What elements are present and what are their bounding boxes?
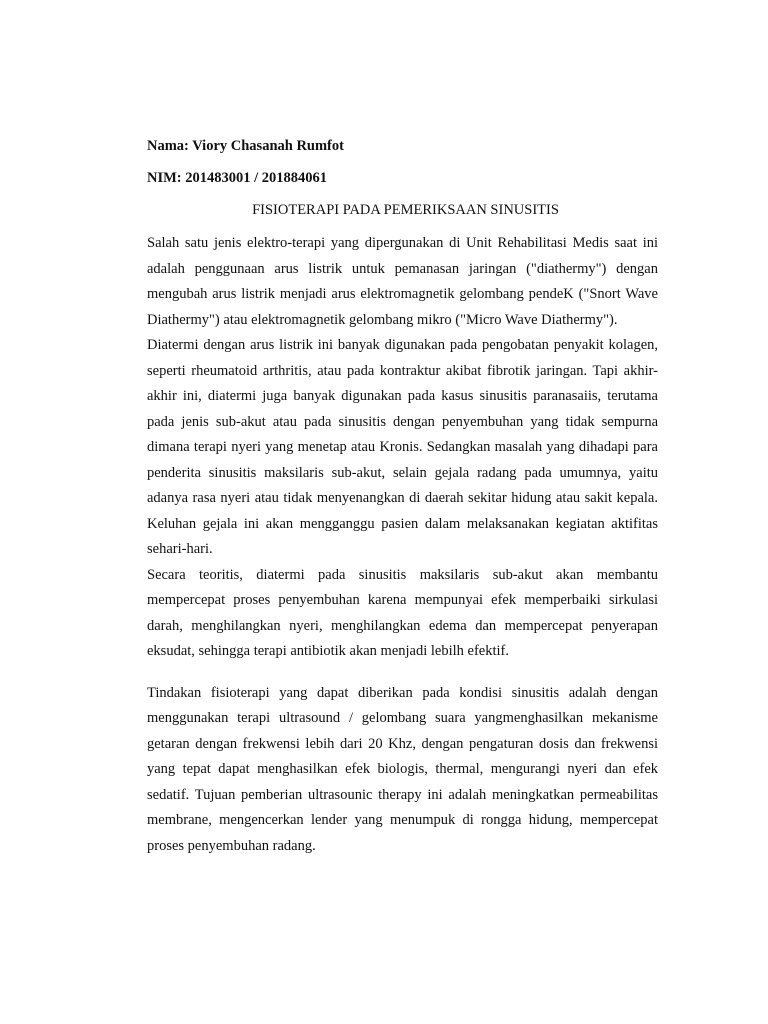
paragraph-theory: Secara teoritis, diatermi pada sinusitis maksilaris sub-akut akan membantu mempercepat proses penyembuhan karena mempunyai efek memperbaiki sirkulasi darah, menghilangkan nyeri, menghilangkan edema dan mempercepat penyerapan eksudat, sehingga terapi antibiotik akan menjadi lebilh efektif. bbox=[147, 566, 658, 659]
document-title: FISIOTERAPI PADA PEMERIKSAAN SINUSITIS bbox=[252, 202, 559, 218]
paragraph-diathermy-intro: Salah satu jenis elektro-terapi yang dipergunakan di Unit Rehabilitasi Medis saat ini adalah penggunaan arus listrik untuk pemanasan jaringan ("diathermy") dengan mengubah arus listrik menjadi arus elektromagnetik gelombang pendeK ("Snort Wave Diathermy") atau elektromagnetik gelombang mikro ("Micro Wave Diathermy"). bbox=[147, 235, 658, 328]
student-name: Nama: Viory Chasanah Rumfot bbox=[147, 138, 344, 154]
paragraph-diathermy-usage: Diatermi dengan arus listrik ini banyak digunakan pada pengobatan penyakit kolagen, seperti rheumatoid arthritis, atau pada kontraktur akibat fibrotik jaringan. Tapi akhir-akhir ini, diatermi juga banyak digunakan pada kasus sinusitis paranasaiis, terutama pada jenis sub-akut atau pada sinusitis dengan penyembuhan yang tidak sempurna dimana terapi nyeri yang menetap atau Kronis. Sedangkan masalah yang dihadapi para penderita sinusitis maksilaris sub-akut, selain gejala radang pada umumnya, yaitu adanya rasa nyeri atau tidak menyenangkan di daerah sekitar hidung atau sakit kepala. Keluhan gejala ini akan mengganggu pasien dalam melaksanakan kegiatan aktifitas sehari-hari. bbox=[147, 337, 658, 557]
paragraph-ultrasound-therapy: Tindakan fisioterapi yang dapat diberikan pada kondisi sinusitis adalah dengan menggunakan terapi ultrasound / gelombang suara yangmenghasilkan mekanisme getaran dengan frekwensi lebih dari 20 Khz, dengan pengaturan dosis dan frekwensi yang tepat dapat menghasilkan efek biologis, thermal, mengurangi nyeri dan efek sedatif. Tujuan pemberian ultrasounic therapy ini adalah meningkatkan permeabilitas membrane, mengencerkan lender yang menumpuk di rongga hidung, mempercepat proses penyembuhan radang. bbox=[147, 684, 658, 854]
student-nim: NIM: 201483001 / 201884061 bbox=[147, 170, 328, 186]
document-page bbox=[147, 136, 658, 859]
